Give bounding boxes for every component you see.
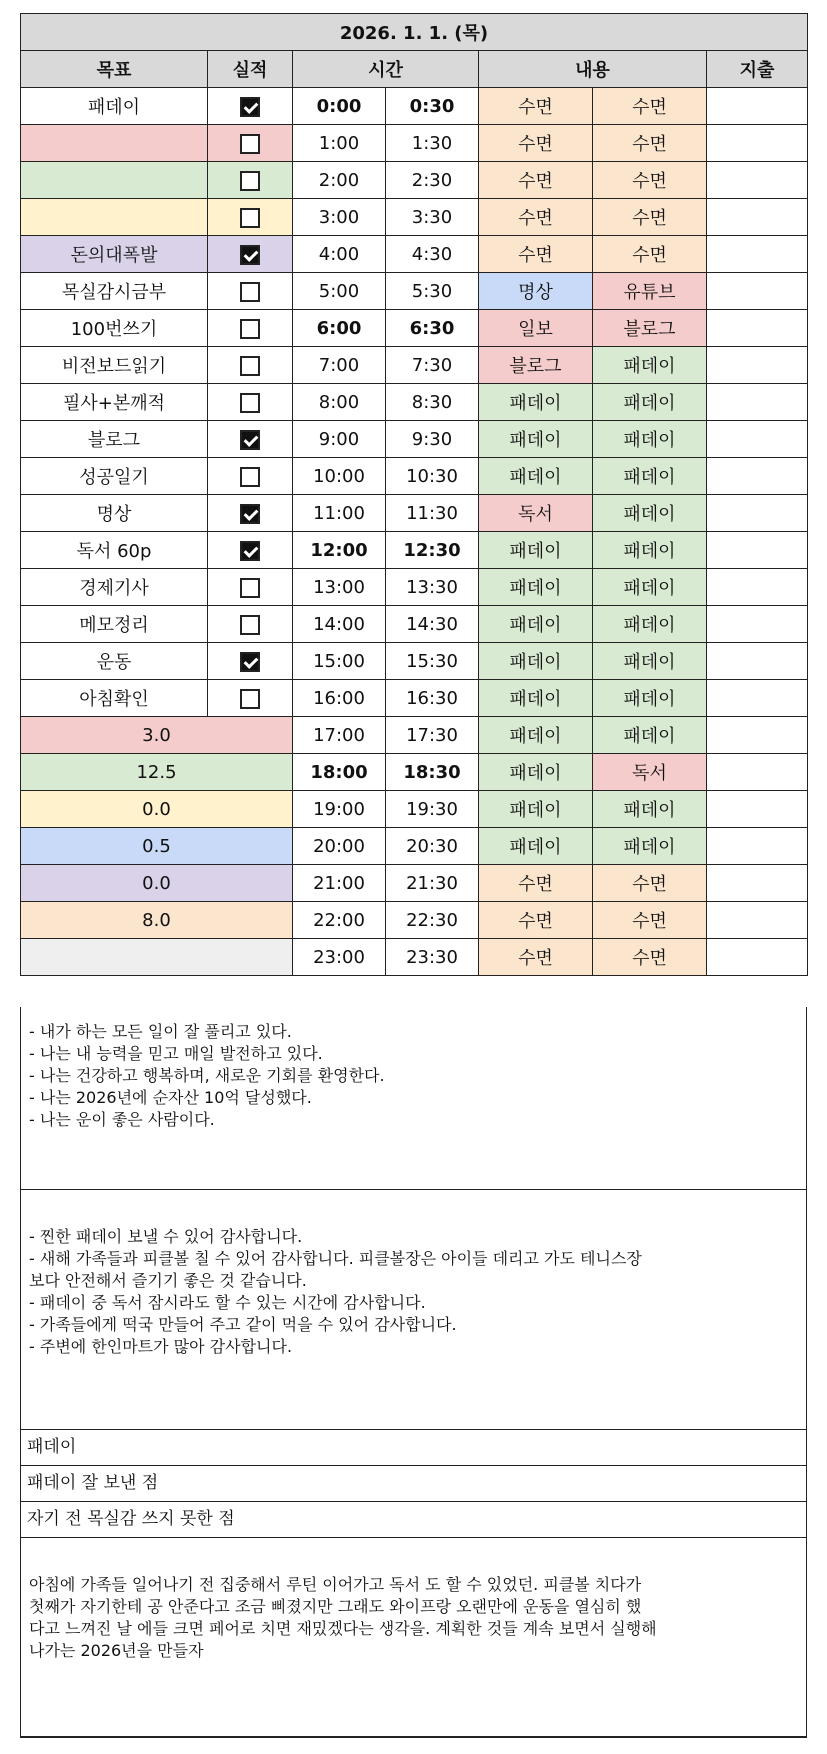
content-cell[interactable]: 패데이	[593, 347, 707, 384]
time-start-cell: 13:00	[293, 569, 386, 606]
result-cell	[208, 199, 293, 236]
content-cell[interactable]: 유튜브	[593, 273, 707, 310]
time-end-cell: 17:30	[386, 717, 479, 754]
time-end-cell: 1:30	[386, 125, 479, 162]
time-start-cell: 19:00	[293, 791, 386, 828]
time-start-cell: 17:00	[293, 717, 386, 754]
time-start-cell: 16:00	[293, 680, 386, 717]
result-cell	[208, 606, 293, 643]
time-end-cell: 13:30	[386, 569, 479, 606]
content-cell[interactable]: 블로그	[479, 347, 593, 384]
time-start-cell: 11:00	[293, 495, 386, 532]
content-cell[interactable]: 패데이	[593, 384, 707, 421]
time-end-cell: 23:30	[386, 939, 479, 976]
checkbox[interactable]	[240, 467, 260, 487]
goal-cell[interactable]	[21, 199, 208, 236]
expense-cell[interactable]	[707, 939, 808, 976]
schedule-row	[21, 680, 808, 717]
schedule-row	[21, 532, 808, 569]
time-start-cell: 4:00	[293, 236, 386, 273]
schedule-row	[21, 458, 808, 495]
time-end-cell: 18:30	[386, 754, 479, 791]
content-cell[interactable]: 패데이	[479, 643, 593, 680]
summary-hours-cell	[21, 939, 293, 976]
time-end-cell: 16:30	[386, 680, 479, 717]
time-end-cell: 10:30	[386, 458, 479, 495]
time-start-cell: 15:00	[293, 643, 386, 680]
expense-cell[interactable]	[707, 606, 808, 643]
time-end-cell: 2:30	[386, 162, 479, 199]
schedule-row	[21, 643, 808, 680]
content-cell[interactable]: 독서	[593, 754, 707, 791]
checkbox[interactable]	[240, 393, 260, 413]
checkbox[interactable]	[240, 208, 260, 228]
goal-cell[interactable]: 운동	[21, 643, 208, 680]
result-cell	[208, 643, 293, 680]
content-cell[interactable]: 수면	[479, 162, 593, 199]
time-end-cell: 3:30	[386, 199, 479, 236]
content-cell[interactable]: 독서	[479, 495, 593, 532]
expense-cell[interactable]	[707, 680, 808, 717]
goal-cell[interactable]	[21, 162, 208, 199]
goal-cell[interactable]: 경제기사	[21, 569, 208, 606]
time-start-cell: 12:00	[293, 532, 386, 569]
content-cell[interactable]: 블로그	[593, 310, 707, 347]
expense-cell[interactable]	[707, 717, 808, 754]
content-cell[interactable]: 패데이	[479, 754, 593, 791]
goal-cell[interactable]: 패데이	[21, 88, 208, 125]
result-cell	[208, 236, 293, 273]
schedule-row	[21, 273, 808, 310]
content-cell[interactable]: 패데이	[479, 717, 593, 754]
content-cell[interactable]: 패데이	[593, 828, 707, 865]
schedule-row	[21, 569, 808, 606]
content-cell[interactable]: 수면	[479, 88, 593, 125]
content-cell[interactable]: 수면	[479, 865, 593, 902]
result-cell	[208, 532, 293, 569]
content-cell[interactable]: 수면	[479, 199, 593, 236]
time-header: 시간	[293, 51, 479, 88]
goal-header: 목표	[21, 51, 208, 88]
content-cell[interactable]: 패데이	[593, 458, 707, 495]
content-cell[interactable]: 수면	[479, 939, 593, 976]
goal-cell[interactable]: 아침확인	[21, 680, 208, 717]
time-start-cell: 0:00	[293, 88, 386, 125]
result-cell	[208, 162, 293, 199]
summary-row	[21, 939, 808, 976]
summary-row	[21, 902, 808, 939]
time-start-cell: 7:00	[293, 347, 386, 384]
content-cell[interactable]: 패데이	[479, 791, 593, 828]
summary-hours-cell: 0.5	[21, 828, 293, 865]
checkbox[interactable]	[240, 134, 260, 154]
time-start-cell: 9:00	[293, 421, 386, 458]
expense-cell[interactable]	[707, 88, 808, 125]
goal-cell[interactable]: 돈의대폭발	[21, 236, 208, 273]
content-cell[interactable]: 패데이	[593, 643, 707, 680]
schedule-row	[21, 236, 808, 273]
schedule-row	[21, 421, 808, 458]
affirmations-text: - 내가 하는 모든 일이 잘 풀리고 있다. - 나는 내 능력을 믿고 매일 발전하고 있다. - 나는 건강하고 행복하며, 새로운 기회를 환영한다. - 나는 2026년에 순자산 10억 달성했다. - 나는 운이 좋은 사람이다.	[29, 1022, 385, 1129]
time-start-cell: 2:00	[293, 162, 386, 199]
time-end-cell: 21:30	[386, 865, 479, 902]
schedule-row	[21, 310, 808, 347]
time-end-cell: 6:30	[386, 310, 479, 347]
expense-cell[interactable]	[707, 273, 808, 310]
expense-cell[interactable]	[707, 310, 808, 347]
checked-checkbox[interactable]	[240, 430, 260, 450]
gratitude-box[interactable]	[20, 1190, 807, 1430]
checked-checkbox[interactable]	[240, 504, 260, 524]
expense-cell[interactable]	[707, 532, 808, 569]
result-cell	[208, 125, 293, 162]
time-end-cell: 19:30	[386, 791, 479, 828]
summary-row	[21, 717, 808, 754]
time-start-cell: 21:00	[293, 865, 386, 902]
goal-cell[interactable]: 비전보드읽기	[21, 347, 208, 384]
content-cell[interactable]: 수면	[593, 162, 707, 199]
time-start-cell: 3:00	[293, 199, 386, 236]
schedule-row	[21, 162, 808, 199]
content-cell[interactable]: 패데이	[479, 828, 593, 865]
time-start-cell: 20:00	[293, 828, 386, 865]
schedule-row	[21, 384, 808, 421]
goal-cell[interactable]: 목실감시금부	[21, 273, 208, 310]
content-header: 내용	[479, 51, 707, 88]
time-start-cell: 6:00	[293, 310, 386, 347]
time-end-cell: 12:30	[386, 532, 479, 569]
content-cell[interactable]: 수면	[593, 236, 707, 273]
time-start-cell: 22:00	[293, 902, 386, 939]
content-cell[interactable]: 패데이	[479, 384, 593, 421]
content-cell[interactable]: 수면	[593, 902, 707, 939]
result-cell	[208, 458, 293, 495]
goal-cell[interactable]: 필사+본깨적	[21, 384, 208, 421]
gratitude-text: - 찐한 패데이 보낼 수 있어 감사합니다. - 새해 가족들과 피클볼 칠 수 있어 감사합니다. 피클볼장은 아이들 데리고 가도 테니스장 보다 안전해서 즐기기 좋은 것 같습니다. - 패데이 중 독서 잠시라도 할 수 있는 시간에 감사합니다. - 가족들에게 떡국 만들어 주고 같이 먹을 수 있어 감사합니다. - 주변에 한인마트가 많아 감사합니다.	[29, 1227, 642, 1356]
content-cell[interactable]: 수면	[593, 939, 707, 976]
expense-cell[interactable]	[707, 458, 808, 495]
content-cell[interactable]: 수면	[479, 902, 593, 939]
summary-hours-cell: 3.0	[21, 717, 293, 754]
content-cell[interactable]: 패데이	[479, 569, 593, 606]
summary-row	[21, 865, 808, 902]
result-cell	[208, 273, 293, 310]
summary-hours-cell: 8.0	[21, 902, 293, 939]
goal-cell[interactable]: 독서 60p	[21, 532, 208, 569]
well-done-row[interactable]: 패데이 잘 보낸 점	[20, 1466, 807, 1502]
time-end-cell: 4:30	[386, 236, 479, 273]
checked-checkbox[interactable]	[240, 97, 260, 117]
checkbox[interactable]	[240, 171, 260, 191]
content-cell[interactable]: 수면	[479, 125, 593, 162]
goal-cell[interactable]: 메모정리	[21, 606, 208, 643]
result-cell	[208, 569, 293, 606]
expense-cell[interactable]	[707, 236, 808, 273]
content-cell[interactable]: 일보	[479, 310, 593, 347]
result-cell	[208, 310, 293, 347]
goal-cell[interactable]: 블로그	[21, 421, 208, 458]
checkbox[interactable]	[240, 615, 260, 635]
schedule-row	[21, 347, 808, 384]
content-cell[interactable]: 패데이	[593, 791, 707, 828]
expense-cell[interactable]	[707, 347, 808, 384]
schedule-row	[21, 495, 808, 532]
expense-cell[interactable]	[707, 865, 808, 902]
time-end-cell: 9:30	[386, 421, 479, 458]
summary-hours-cell: 12.5	[21, 754, 293, 791]
content-cell[interactable]: 수면	[593, 125, 707, 162]
daily-planner-table	[20, 13, 808, 976]
reflection-text: 아침에 가족들 일어나기 전 집중해서 루틴 이어가고 독서 도 할 수 있었던. 피클볼 치다가 첫째가 자기한테 공 안준다고 조금 삐졌지만 그래도 와이프랑 오랜만에 운동을 열심히 했 다고 느껴진 날 에들 크면 페어로 치면 재밌겠다는 생각을. 계획한 것들 계속 보면서 실행해 나가는 2026년을 만들자	[29, 1575, 657, 1660]
checkbox[interactable]	[240, 356, 260, 376]
schedule-row	[21, 199, 808, 236]
checked-checkbox[interactable]	[240, 652, 260, 672]
checkbox[interactable]	[240, 319, 260, 339]
time-end-cell: 8:30	[386, 384, 479, 421]
content-cell[interactable]: 패데이	[593, 680, 707, 717]
schedule-row	[21, 606, 808, 643]
result-header: 실적	[208, 51, 293, 88]
expense-cell[interactable]	[707, 125, 808, 162]
expense-cell[interactable]	[707, 791, 808, 828]
time-end-cell: 14:30	[386, 606, 479, 643]
result-cell	[208, 495, 293, 532]
time-start-cell: 8:00	[293, 384, 386, 421]
content-cell[interactable]: 수면	[593, 88, 707, 125]
time-start-cell: 10:00	[293, 458, 386, 495]
content-cell[interactable]: 패데이	[593, 717, 707, 754]
schedule-row	[21, 88, 808, 125]
checkbox[interactable]	[240, 578, 260, 598]
content-cell[interactable]: 명상	[479, 273, 593, 310]
date-header: 2026. 1. 1. (목)	[21, 14, 808, 51]
affirmations-box[interactable]	[20, 1007, 807, 1190]
summary-row	[21, 791, 808, 828]
content-cell[interactable]: 패데이	[479, 421, 593, 458]
time-start-cell: 23:00	[293, 939, 386, 976]
expense-header: 지출	[707, 51, 808, 88]
time-start-cell: 14:00	[293, 606, 386, 643]
content-cell[interactable]: 패데이	[593, 569, 707, 606]
regret-row[interactable]: 자기 전 목실감 쓰지 못한 점	[20, 1502, 807, 1538]
expense-cell[interactable]	[707, 569, 808, 606]
summary-row	[21, 754, 808, 791]
result-cell	[208, 88, 293, 125]
time-start-cell: 18:00	[293, 754, 386, 791]
time-end-cell: 0:30	[386, 88, 479, 125]
expense-cell[interactable]	[707, 384, 808, 421]
focus-row[interactable]: 패데이	[20, 1430, 807, 1466]
summary-hours-cell: 0.0	[21, 865, 293, 902]
goal-cell[interactable]: 100번쓰기	[21, 310, 208, 347]
checkbox[interactable]	[240, 689, 260, 709]
expense-cell[interactable]	[707, 421, 808, 458]
expense-cell[interactable]	[707, 754, 808, 791]
expense-cell[interactable]	[707, 828, 808, 865]
expense-cell[interactable]	[707, 199, 808, 236]
content-cell[interactable]: 패데이	[593, 421, 707, 458]
content-cell[interactable]: 수면	[479, 236, 593, 273]
time-end-cell: 11:30	[386, 495, 479, 532]
reflection-box[interactable]	[20, 1538, 807, 1738]
summary-row	[21, 828, 808, 865]
content-cell[interactable]: 패데이	[479, 606, 593, 643]
goal-cell[interactable]: 명상	[21, 495, 208, 532]
content-cell[interactable]: 수면	[593, 199, 707, 236]
content-cell[interactable]: 수면	[593, 865, 707, 902]
expense-cell[interactable]	[707, 162, 808, 199]
schedule-row	[21, 125, 808, 162]
goal-cell[interactable]: 성공일기	[21, 458, 208, 495]
time-end-cell: 15:30	[386, 643, 479, 680]
time-start-cell: 1:00	[293, 125, 386, 162]
checked-checkbox[interactable]	[240, 541, 260, 561]
time-end-cell: 5:30	[386, 273, 479, 310]
result-cell	[208, 347, 293, 384]
time-end-cell: 22:30	[386, 902, 479, 939]
content-cell[interactable]: 패데이	[593, 495, 707, 532]
time-start-cell: 5:00	[293, 273, 386, 310]
checkbox[interactable]	[240, 282, 260, 302]
checked-checkbox[interactable]	[240, 245, 260, 265]
result-cell	[208, 421, 293, 458]
content-cell[interactable]: 패데이	[479, 680, 593, 717]
content-cell[interactable]: 패데이	[479, 532, 593, 569]
content-cell[interactable]: 패데이	[479, 458, 593, 495]
content-cell[interactable]: 패데이	[593, 532, 707, 569]
expense-cell[interactable]	[707, 902, 808, 939]
time-end-cell: 20:30	[386, 828, 479, 865]
summary-hours-cell: 0.0	[21, 791, 293, 828]
time-end-cell: 7:30	[386, 347, 479, 384]
content-cell[interactable]: 패데이	[593, 606, 707, 643]
result-cell	[208, 384, 293, 421]
expense-cell[interactable]	[707, 643, 808, 680]
goal-cell[interactable]	[21, 125, 208, 162]
expense-cell[interactable]	[707, 495, 808, 532]
result-cell	[208, 680, 293, 717]
